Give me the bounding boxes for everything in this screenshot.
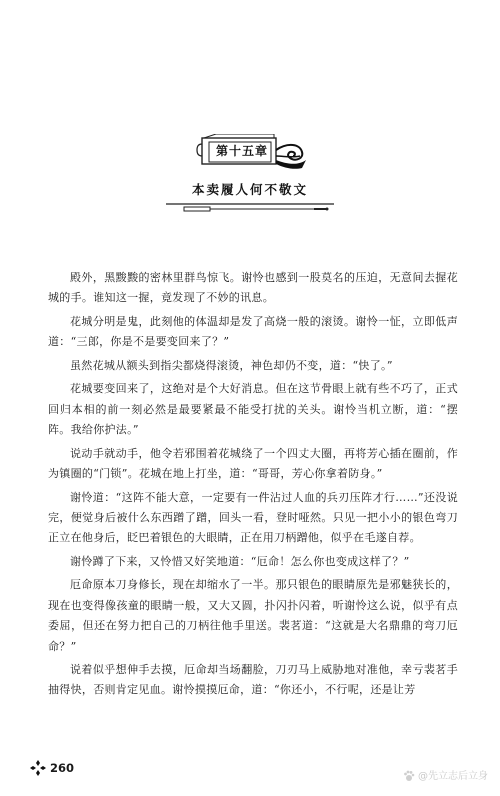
paragraph-7: 谢怜蹲了下来，又怜惜又好笑地道：“厄命！怎么你也变成这样了？” xyxy=(70,554,410,568)
title-rule-ornament-icon xyxy=(164,200,336,216)
paw-icon xyxy=(403,770,415,782)
chapter-title: 本卖履人何不敬文 xyxy=(191,182,308,197)
four-diamond-icon xyxy=(30,760,46,776)
page-number: 260 xyxy=(50,761,75,775)
paragraph-3: 虽然花城从额头到指尖都烧得滚烫，神色却仍不变，道：“快了。” xyxy=(70,358,393,372)
watermark xyxy=(403,770,488,784)
paragraph-1: 殿外，黑黢黢的密林里群鸟惊飞。谢怜也感到一股莫名的压迫，无意间去握花城的手。谁知这一握，竟发现了不妙的讯息。 xyxy=(48,271,458,305)
paragraph-9: 说着似乎想伸手去摸，厄命却当场翻脸，刀刃马上威胁地对准他，幸亏裴茗手抽得快，否则肯定见血。谢怜摸摸厄命，道：“你还小，不行呢，还是让芳 xyxy=(48,663,458,697)
watermark-text: @先立志后立身 xyxy=(418,771,488,782)
paragraph-5: 说动手就动手，他令若邪围着花城绕了一个四丈大圈，再将芳心插在圈前，作为镇圈的“门锁”。花城在地上打坐，道：“哥哥，芳心你拿着防身。” xyxy=(48,446,458,481)
paragraph-6: 谢怜道：“这阵不能大意，一定要有一件沾过人血的兵刃压阵才行……”还没说完，便觉身后被什么东西蹭了蹭，回头一看，登时哑然。只见一把小小的银色弯刀正立在他身后，眨巴着银色的大眼睛，正在用刀柄蹭他，似乎在毛遂自荐。 xyxy=(48,490,458,545)
chapter-label: 第十五章 xyxy=(215,144,268,158)
chapter-banner xyxy=(196,134,308,170)
paragraph-4: 花城要变回来了，这绝对是个大好消息。但在这节骨眼上就有些不巧了，正式回归本相的前一刻必然是最要紧最不能受打扰的关头。谢怜当机立断，道：“摆阵。我给你护法。” xyxy=(48,382,458,437)
paragraph-2: 花城分明是鬼，此刻他的体温却是发了高烧一般的滚烫。谢怜一怔，立即低声道：“三郎，你是不是要变回来了？” xyxy=(48,314,458,349)
paragraph-8: 厄命原本刀身修长，现在却缩水了一半。那只银色的眼睛原先是邪魅狭长的，现在也变得像孩童的眼睛一般，又大又圆，扑闪扑闪着，听谢怜这么说，似乎有点委屈，但还在努力把自己的刀柄往他手里送。裴茗道：“这就是大名鼎鼎的弯刀厄命？” xyxy=(48,578,458,653)
chapter-body xyxy=(48,268,458,704)
